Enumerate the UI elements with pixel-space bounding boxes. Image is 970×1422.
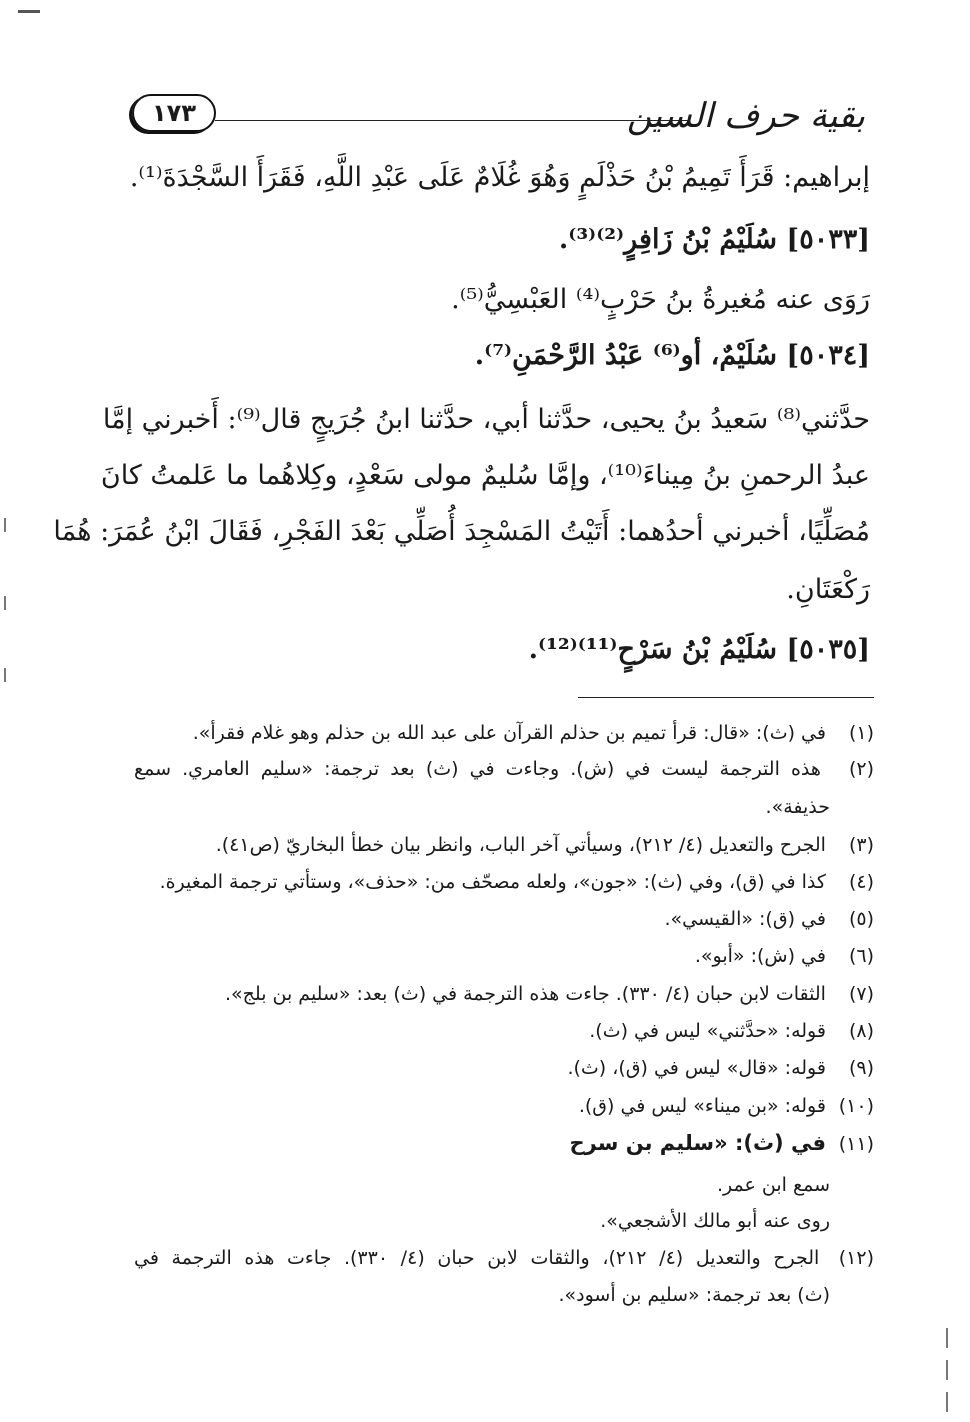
footnote-number: (٤) [848, 871, 874, 893]
footnote-number: (٣) [848, 834, 874, 856]
scan-edge-mark [946, 1360, 948, 1380]
body-line: إبراهيم: قَرَأَ تَمِيمُ بْنُ حَذْلَمٍ وَهُوَ غُلَامٌ عَلَى عَبْدِ اللَّهِ، فَقَرَأَ السَّجْدَةَ⁽¹⁾. [129, 162, 870, 193]
footnote [567, 1053, 874, 1083]
scan-edge-mark [4, 518, 6, 532]
footnote-number: (٩) [848, 1057, 874, 1079]
footnote-text: الجرح والتعديل (٤/ ٢١٢)، والثقات لابن حبان (٤/ ٣٣٠). جاءت هذه الترجمة في [134, 1247, 820, 1269]
scan-edge-mark [4, 668, 6, 682]
body-line: رَكْعَتَانِ. [786, 574, 870, 605]
chapter-title: بقية حرف السين [626, 96, 865, 136]
page-number-badge: ١٧٣ [132, 94, 216, 132]
footnote [193, 718, 874, 748]
footnote-number: (١١) [838, 1133, 874, 1155]
footnote [160, 867, 874, 897]
footnote [664, 904, 874, 934]
footnote-number: (٦) [848, 945, 874, 967]
entry-heading: [٥٠٣٤] سُلَيْمٌ، أو⁽⁶⁾ عَبْدُ الرَّحْمَنِ⁽⁷⁾. [474, 340, 870, 371]
footnote-text: الجرح والتعديل (٤/ ٢١٢)، وسيأتي آخر الباب، وانظر بيان خطأ البخاريّ (ص٤١). [215, 834, 826, 856]
footnote-text: قوله: «حدَّثني» ليس في (ث). [589, 1020, 826, 1042]
footnote-text: هذه الترجمة ليست في (ش). وجاءت في (ث) بعد ترجمة: «سليم العامري. سمع [134, 758, 821, 780]
scan-edge-mark [946, 1328, 948, 1348]
footnote [134, 1243, 874, 1273]
footnote-text: قوله: «قال» ليس في (ق)، (ث). [567, 1057, 826, 1079]
footnote [216, 830, 874, 860]
footnote-divider [578, 697, 874, 698]
footnote [579, 1091, 874, 1121]
footnote-continuation: (ث) بعد ترجمة: «سليم بن أسود». [558, 1284, 830, 1306]
scan-mark [18, 10, 40, 13]
scan-edge-mark [946, 1392, 948, 1412]
scan-edge-mark [4, 596, 6, 610]
footnote-number: (٢) [848, 758, 875, 780]
footnote-number: (١) [848, 722, 874, 744]
footnote-number: (٥) [848, 908, 874, 930]
header-rule [215, 120, 690, 121]
footnote-text: في (ث): «سليم بن سرح [569, 1131, 826, 1155]
footnote-text: قوله: «بن ميناء» ليس في (ق). [578, 1095, 826, 1117]
footnote [570, 1128, 874, 1159]
footnote-number: (٨) [848, 1020, 874, 1042]
footnote-text: كذا في (ق)، وفي (ث): «جون»، ولعله مصحّف من: «حذف»، وستأتي ترجمة المغيرة. [159, 871, 826, 893]
footnote-text: في (ق): «القيسي». [664, 908, 826, 930]
footnote [134, 754, 874, 784]
running-header [120, 88, 865, 144]
body-line: عبدُ الرحمنِ بنُ مِيناءَ⁽¹⁰⁾، وإمَّا سُليمٌ مولى سَعْدٍ، وكِلاهُما ما عَلمتُ كانَ [100, 460, 870, 491]
footnote-text: في (ث): «قال: قرأ تميم بن حذلم القرآن على عبد الله بن حذلم وهو غلام فقرأ». [192, 722, 826, 744]
footnote-number: (١٢) [838, 1247, 874, 1269]
footnote-continuation: حذيفة». [765, 796, 830, 818]
footnote [589, 1016, 874, 1046]
footnote-text: في (ش): «أبو». [694, 945, 826, 967]
body-line: مُصَلِّيًا، أخبرني أحدُهما: أَتَيْتُ المَسْجِدَ أُصَلِّي بَعْدَ الفَجْرِ، فَقَالَ ابْنُ عُمَرَ: هُمَا [53, 516, 870, 547]
footnote-text: الثقات لابن حبان (٤/ ٣٣٠). جاءت هذه الترجمة في (ث) بعد: «سليم بن بلج». [224, 983, 826, 1005]
footnote-continuation: روى عنه أبو مالك الأشجعي». [600, 1210, 830, 1232]
footnote [695, 941, 874, 971]
footnote-number: (١٠) [838, 1095, 874, 1117]
footnote-number: (٧) [848, 983, 874, 1005]
body-line: حدَّثني⁽⁸⁾ سَعيدُ بنُ يحيى، حدَّثنا أبي، حدَّثنا ابنُ جُرَيجٍ قال⁽⁹⁾: أَخبرني إمَّا [102, 404, 870, 435]
footnote [225, 979, 874, 1009]
footnote-continuation: سمع ابن عمر. [717, 1174, 830, 1196]
body-line: رَوَى عنه مُغيرةُ بنُ حَرْبٍ⁽⁴⁾ العَبْسِيُّ⁽⁵⁾. [451, 284, 870, 315]
entry-heading: [٥٠٣٥] سُلَيْمُ بْنُ سَرْحٍ⁽¹¹⁾⁽¹²⁾. [528, 634, 870, 665]
entry-heading: [٥٠٣٣] سُلَيْمُ بْنُ زَافِرٍ⁽²⁾⁽³⁾. [558, 224, 870, 255]
